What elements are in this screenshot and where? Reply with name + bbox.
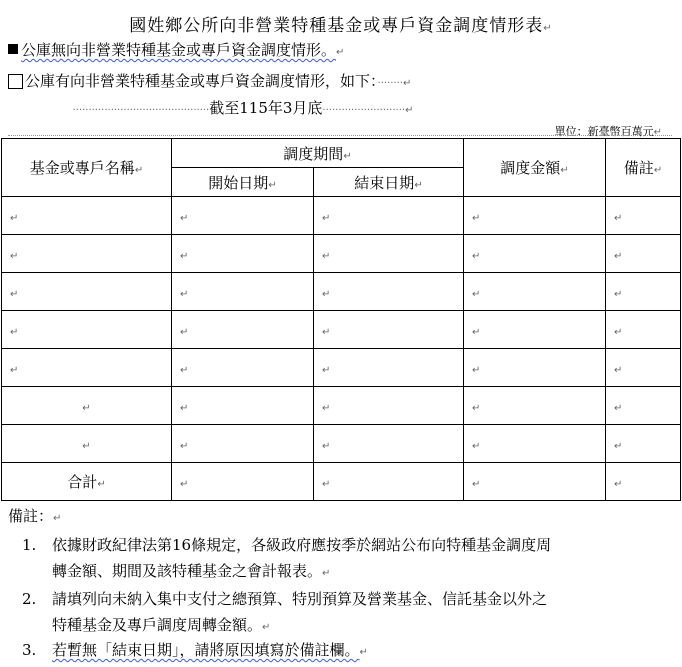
table-cell[interactable]: ↵ bbox=[606, 463, 681, 501]
note-text: 轉金額、期間及該特種基金之會計報表。 bbox=[52, 562, 323, 580]
table-cell[interactable]: ↵ bbox=[314, 235, 464, 273]
table-cell[interactable]: ↵ bbox=[606, 349, 681, 387]
table-row bbox=[2, 235, 681, 273]
table-row bbox=[2, 349, 681, 387]
header-period: 調度期間↵ bbox=[172, 139, 464, 168]
total-row bbox=[2, 463, 681, 501]
header-end-date: 結束日期↵ bbox=[314, 168, 464, 197]
table-cell[interactable]: ↵ bbox=[2, 311, 172, 349]
table-cell[interactable]: ↵ bbox=[464, 273, 606, 311]
table-cell[interactable]: ↵ bbox=[464, 311, 606, 349]
table-cell[interactable]: ↵ bbox=[172, 311, 314, 349]
table-cell[interactable]: ↵ bbox=[606, 311, 681, 349]
table-cell[interactable]: ↵ bbox=[314, 425, 464, 463]
dotted-rule bbox=[8, 135, 672, 136]
table-cell[interactable]: ↵ bbox=[464, 463, 606, 501]
header-remarks: 備註↵ bbox=[606, 139, 681, 197]
table-cell[interactable]: ↵ bbox=[2, 197, 172, 235]
table-cell[interactable]: ↵ bbox=[2, 425, 172, 463]
table-cell[interactable]: ↵ bbox=[606, 235, 681, 273]
unchecked-box-icon[interactable] bbox=[8, 74, 23, 89]
note-text: 若暫無「結束日期」，請將原因填寫於備註欄。 bbox=[52, 641, 360, 659]
note-item: 2. 請填列向未納入集中支付之總預算、特別預算及營業基金、信託基金以外之 特種基金及專戶調度周轉金額。↵ bbox=[22, 586, 547, 641]
note-item: 3. 若暫無「結束日期」，請將原因填寫於備註欄。↵ bbox=[22, 637, 368, 666]
table-cell[interactable]: ↵ bbox=[314, 197, 464, 235]
table-cell[interactable]: ↵ bbox=[172, 349, 314, 387]
table-cell[interactable]: ↵ bbox=[464, 425, 606, 463]
checked-box-icon[interactable] bbox=[8, 44, 18, 54]
option-no-allocation: 公庫無向非營業特種基金或專戶資金調度情形。↵ bbox=[8, 39, 344, 60]
note-number: 3. bbox=[22, 641, 37, 659]
option-has-allocation: 公庫有向非營業特種基金或專戶資金調度情形，如下：········↵ bbox=[8, 70, 411, 91]
header-start-date: 開始日期↵ bbox=[172, 168, 314, 197]
table-cell[interactable]: ↵ bbox=[314, 273, 464, 311]
table-cell[interactable]: ↵ bbox=[606, 197, 681, 235]
table-cell[interactable]: ↵ bbox=[606, 425, 681, 463]
table-cell[interactable]: ↵ bbox=[172, 197, 314, 235]
note-text: 依據財政紀律法第16條規定，各級政府應按季於網站公布向特種基金調度周 bbox=[52, 536, 552, 554]
table-row bbox=[2, 311, 681, 349]
table-cell[interactable]: ↵ bbox=[464, 387, 606, 425]
table-row bbox=[2, 273, 681, 311]
table-cell[interactable]: ↵ bbox=[2, 235, 172, 273]
table-cell[interactable]: ↵ bbox=[314, 463, 464, 501]
table-cell[interactable]: ↵ bbox=[606, 273, 681, 311]
table-row bbox=[2, 197, 681, 235]
note-number: 2. bbox=[22, 590, 37, 608]
header-fund-name: 基金或專戶名稱↵ bbox=[2, 139, 172, 197]
table-cell[interactable]: ↵ bbox=[172, 235, 314, 273]
table-cell[interactable]: ↵ bbox=[314, 349, 464, 387]
note-text: 特種基金及專戶調度周轉金額。 bbox=[52, 616, 263, 634]
unit-label: 單位：新臺幣百萬元↵ bbox=[554, 125, 662, 138]
table-cell[interactable]: ↵ bbox=[172, 425, 314, 463]
option-label: 公庫有向非營業特種基金或專戶資金調度情形，如下： bbox=[25, 72, 378, 90]
table-cell[interactable]: ↵ bbox=[314, 311, 464, 349]
table-cell[interactable]: ↵ bbox=[172, 463, 314, 501]
table-cell[interactable]: ↵ bbox=[314, 387, 464, 425]
total-label: 合計↵ bbox=[2, 463, 172, 501]
note-text: 請填列向未納入集中支付之總預算、特別預算及營業基金、信託基金以外之 bbox=[52, 590, 548, 608]
note-number: 1. bbox=[22, 536, 37, 554]
table-cell[interactable]: ↵ bbox=[464, 197, 606, 235]
note-item: 1. 依據財政紀律法第16條規定，各級政府應按季於網站公布向特種基金調度周 轉金額、期間及該特種基金之會計報表。↵ bbox=[22, 532, 551, 587]
page-title: 國姓鄉公所向非營業特種基金或專戶資金調度情形表↵ bbox=[129, 16, 553, 36]
table-cell[interactable]: ↵ bbox=[464, 235, 606, 273]
table-cell[interactable]: ↵ bbox=[172, 387, 314, 425]
table-cell[interactable]: ↵ bbox=[2, 273, 172, 311]
notes-title: 備註：↵ bbox=[8, 507, 62, 525]
table-cell[interactable]: ↵ bbox=[172, 273, 314, 311]
table-row bbox=[2, 425, 681, 463]
table-cell[interactable]: ↵ bbox=[606, 387, 681, 425]
table-row bbox=[2, 387, 681, 425]
table-cell[interactable]: ↵ bbox=[464, 349, 606, 387]
date-line: ···········································截至115年3月底··························↵ bbox=[72, 99, 414, 117]
option-label: 公庫無向非營業特種基金或專戶資金調度情形。 bbox=[21, 41, 337, 59]
allocation-table bbox=[1, 138, 681, 501]
table-cell[interactable]: ↵ bbox=[2, 349, 172, 387]
table-cell[interactable]: ↵ bbox=[2, 387, 172, 425]
header-amount: 調度金額↵ bbox=[464, 139, 606, 197]
